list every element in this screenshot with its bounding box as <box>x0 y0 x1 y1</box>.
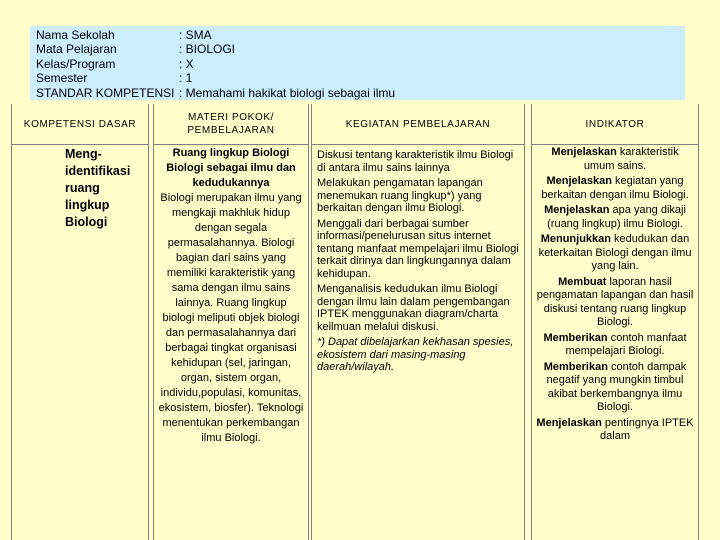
indikator-text: laporan hasil pengamatan lapangan dan hasil diskusi tentang ruang lingkup Biologi. <box>536 275 694 328</box>
info-key: Mata Pelajaran <box>36 42 117 57</box>
column-materi-pokok <box>153 104 309 540</box>
kompetensi-text: Meng-identifikasi ruang lingkup Biologi <box>65 147 131 229</box>
kegiatan-item: Menganalisis kedudukan ilmu Biologi dengan ilmu lain dalam pengembangan IPTEK menggunakan diagram/charta keilmuan melalui diskusi. <box>317 283 510 333</box>
indikator-text: karakteristik umum sains. <box>583 146 679 172</box>
indikator-verb: Menjelaskan <box>546 175 612 187</box>
competency-table <box>0 104 720 540</box>
indikator-item <box>536 417 694 444</box>
info-key: STANDAR KOMPETENSI <box>36 85 175 100</box>
info-row-class <box>36 57 685 71</box>
kegiatan-item: Melakukan pengamatan lapangan menemukan ruang lingkup*) yang berkaitan dengan ilmu Biologi. <box>317 177 483 214</box>
info-row-semester <box>36 71 685 85</box>
indikator-text: apa yang dikaji (ruang lingkup) ilmu Biologi. <box>547 204 686 230</box>
info-row-subject <box>36 42 685 56</box>
indikator-text: kedudukan dan keterkaitan Biologi dengan ilmu yang lain. <box>538 233 692 272</box>
indikator-verb: Memberikan <box>543 360 608 373</box>
indikator-text: contoh manfaat mempelajari Biologi. <box>565 331 687 357</box>
indikator-verb: Menunjukkan <box>540 233 611 245</box>
info-value: : 1 <box>179 71 193 86</box>
materi-title: Ruang lingkup Biologi Biologi sebagai ilmu dan kedudukannya <box>166 147 296 189</box>
info-row-school <box>36 28 685 42</box>
info-key: Kelas/Program <box>36 56 116 71</box>
info-value: : Memahami hakikat biologi sebagai ilmu <box>179 85 396 100</box>
column-header-label: MATERI POKOK/ PEMBELAJARAN <box>187 112 275 136</box>
indikator-text: kegiatan yang berkaitan dengan ilmu Biologi. <box>541 175 689 201</box>
indikator-verb: Menjelaskan <box>551 146 617 158</box>
indikator-item <box>536 175 694 202</box>
column-kompetensi-dasar <box>11 104 149 540</box>
info-row-standard <box>36 86 685 100</box>
indikator-item <box>536 361 694 415</box>
indikator-item <box>536 146 694 173</box>
kegiatan-item: Menggali dari berbagai sumber informasi/penelurusan situs internet tentang manfaat mempelajari ilmu Biologi terkait dirinya dan lingkungannya dalam kehidupan. <box>317 217 519 280</box>
info-value: : X <box>179 56 194 71</box>
indikator-verb: Menjelaskan <box>536 416 602 429</box>
kegiatan-note: *) Dapat dibelajarkan kekhasan spesies, ekosistem dari masing-masing daerah/wilayah. <box>317 336 514 373</box>
column-header: KOMPETENSI DASAR <box>12 104 148 145</box>
kegiatan-item: Diskusi tentang karakteristik ilmu Biologi di antara ilmu sains lainnya <box>317 149 514 174</box>
indikator-item <box>536 233 694 274</box>
indikator-verb: Membuat <box>558 275 607 288</box>
info-value: : SMA <box>179 28 212 42</box>
indikator-verb: Menjelaskan <box>544 204 610 216</box>
column-header: INDIKATOR <box>532 104 698 145</box>
indikator-text: pentingnya IPTEK dalam <box>600 416 694 442</box>
column-kegiatan <box>311 104 525 540</box>
header-info-panel <box>30 26 685 100</box>
info-key: Nama Sekolah <box>36 28 115 42</box>
indikator-item <box>536 276 694 330</box>
column-header <box>154 104 308 145</box>
info-key: Semester <box>36 71 88 86</box>
column-indikator <box>531 104 699 540</box>
materi-body: Biologi merupakan ilmu yang mengkaji makhluk hidup dengan segala permasalahannya. Biologi bagian dari sains yang memiliki karakteristik yang sama dengan ilmu sains lainnya. Ruang lingkup biologi meliputi objek biologi dan permasalahannya dari berbagai tingkat organisasi kehidupan (sel, jaringan, organ, sistem organ, individu,populasi, komunitas, ekosistem, biosfer). Teknologi menentukan perkembangan ilmu Biologi. <box>158 192 304 444</box>
indikator-text: contoh dampak negatif yang mungkin timbul akibat berkembangnya ilmu Biologi. <box>546 360 687 413</box>
indikator-verb: Memberikan <box>543 331 608 344</box>
info-value: : BIOLOGI <box>179 42 236 57</box>
indikator-item <box>536 204 694 231</box>
indikator-item <box>536 332 694 359</box>
column-header: KEGIATAN PEMBELAJARAN <box>312 104 524 145</box>
